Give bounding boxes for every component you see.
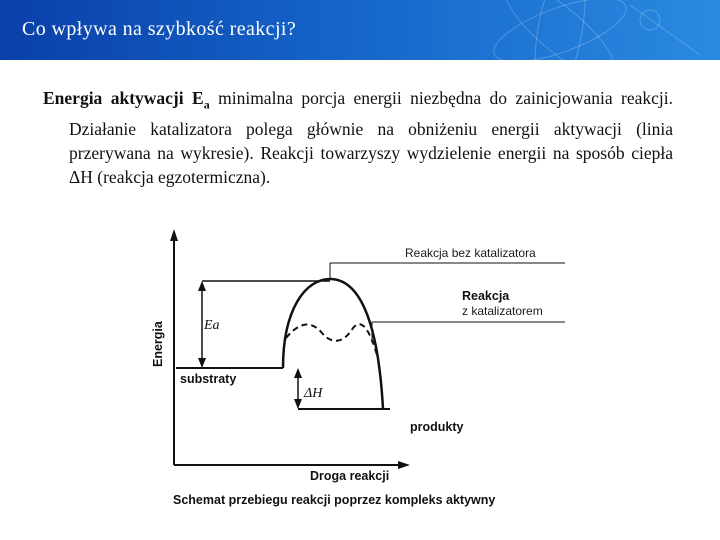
catalysed-curve [286,324,377,355]
term-label: Energia aktywacji $E_a$ [43,88,210,112]
y-axis-label: Energia [151,321,165,367]
slide-title: Co wpływa na szybkość reakcji? [22,18,297,40]
dh-label: ΔH [304,386,323,401]
x-axis-label: Droga reakcji [310,469,390,483]
slide-header [0,0,720,60]
label-catalyst-line1: Reakcja [462,289,510,303]
energy-diagram [140,225,580,525]
diagram-caption: Schemat przebiegu reakcji poprzez kompleks aktywny [173,493,496,507]
substrates-label: substraty [180,372,237,386]
x-axis-arrow [398,461,410,469]
ea-label: Ea [204,318,220,333]
definition-text: minimalna porcja energii niezbędna do zainicjowania reakcji. Działanie katalizatora polega głównie na obniżeniu energii aktywacji (linia przerywana na wykresie). Reakcji towarzyszy wydzielenie energii na sposób ciepła ΔH (reakcja egzotermiczna). [69,88,673,187]
label-no-catalyst: Reakcja bez katalizatora [405,246,536,260]
label-catalyst-line2: z katalizatorem [462,304,543,318]
definition-paragraph [43,86,673,189]
products-label: produkty [410,420,464,434]
y-axis-arrow [170,229,178,241]
